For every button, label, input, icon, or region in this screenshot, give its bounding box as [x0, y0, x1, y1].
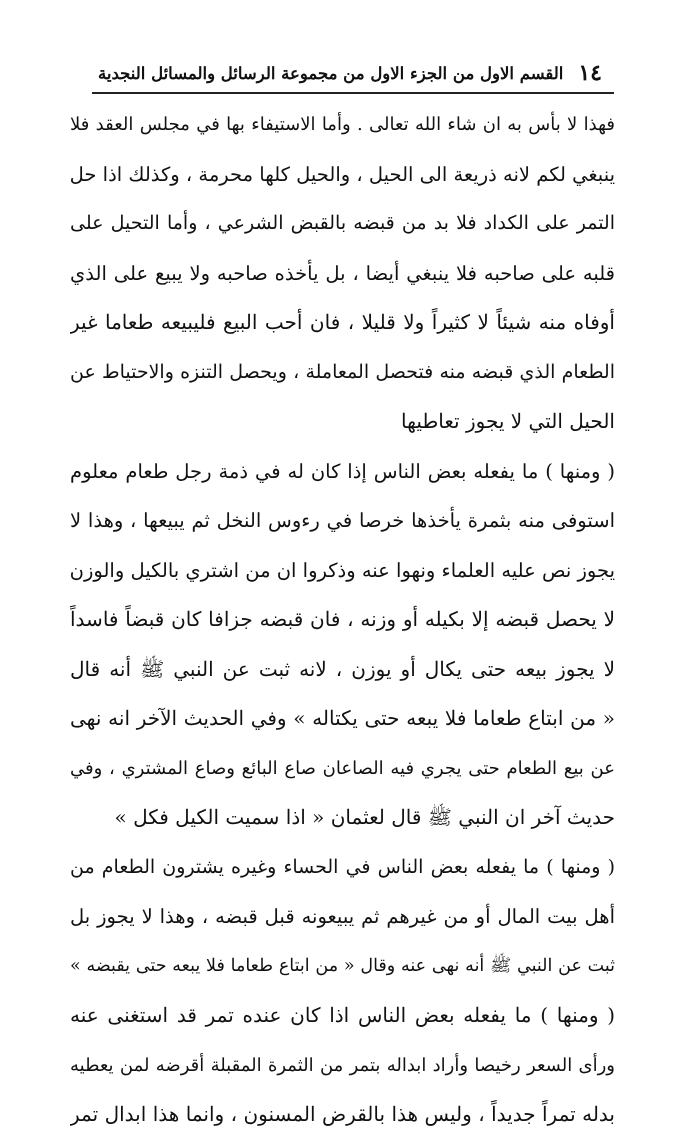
text-line: ورأى السعر رخيصا وأراد ابداله بتمر من الثمرة المقبلة أقرضه لمن يعطيه [70, 1054, 615, 1076]
text-line: لا يحصل قبضه إلا بكيله أو وزنه ، فان قبضه جزافا كان قبضاً فاسداً [70, 607, 615, 631]
text-line: يجوز نص عليه العلماء ونهوا عنه وذكروا ان من اشتري بالكيل والوزن [70, 558, 615, 582]
body-text [70, 100, 615, 1140]
text-line: أوفاه منه شيئاً لا كثيراً ولا قليلا ، فان أحب البيع فليبيعه طعاما غير [70, 310, 615, 334]
text-line: ( ومنها ) ما يفعله بعض الناس إذا كان له في ذمة رجل طعام معلوم [70, 459, 615, 483]
header-rule [92, 92, 614, 94]
text-line: قلبه على صاحبه فلا ينبغي أيضا ، بل يأخذه صاحبه ولا يبيع على الذي [70, 261, 615, 285]
text-line: ( ومنها ) ما يفعله بعض الناس اذا كان عنده تمر قد استغنى عنه [70, 1003, 615, 1027]
page-number: ١٤ [578, 60, 602, 86]
text-line: ينبغي لكم لانه ذريعة الى الحيل ، والحيل كلها محرمة ، وكذلك اذا حل [70, 162, 615, 186]
running-head: القسم الاول من الجزء الاول من مجموعة الرسائل والمسائل النجدية [98, 63, 564, 83]
page-header [92, 58, 612, 88]
text-line: عن بيع الطعام حتى يجري فيه الصاعان صاع البائع وصاع المشتري ، وفي [70, 757, 615, 779]
text-line: ( ومنها ) ما يفعله بعض الناس في الحساء وغيره يشترون الطعام من [70, 855, 615, 878]
text-line: الطعام الذي قبضه منه فتحصل المعاملة ، ويحصل التنزه والاحتياط عن [70, 360, 615, 383]
text-line: أهل بيت المال أو من غيرهم ثم يبيعونه قبل قبضه ، وهذا لا يجوز بل [70, 905, 615, 928]
text-line: لا يجوز بيعه حتى يكال أو يوزن ، لانه ثبت عن النبي ﷺ أنه قال [70, 656, 615, 681]
text-line: « من ابتاع طعاما فلا يبعه حتى يكتاله » وفي الحديث الآخر انه نهى [70, 706, 615, 730]
text-line: فهذا لا بأس به ان شاء الله تعالى . وأما الاستيفاء بها في مجلس العقد فلا [70, 114, 615, 135]
text-line: استوفى منه بثمرة يأخذها خرصا في رءوس النخل ثم يبيعها ، وهذا لا [70, 509, 615, 532]
text-line: ثبت عن النبي ﷺ أنه نهى عنه وقال « من ابتاع طعاما فلا يبعه حتى يقبضه » [70, 955, 615, 976]
text-line: حديث آخر ان النبي ﷺ قال لعثمان « اذا سميت الكيل فكل » [114, 805, 615, 829]
text-line: التمر على الكداد فلا بد من قبضه بالقبض الشرعي ، وأما التحيل على [70, 212, 615, 234]
text-line: الحيل التي لا يجوز تعاطيها [401, 409, 615, 433]
text-line: بدله تمراً جديداً ، وليس هذا بالقرض المسنون ، وانما هذا ابدال تمر [70, 1102, 615, 1126]
